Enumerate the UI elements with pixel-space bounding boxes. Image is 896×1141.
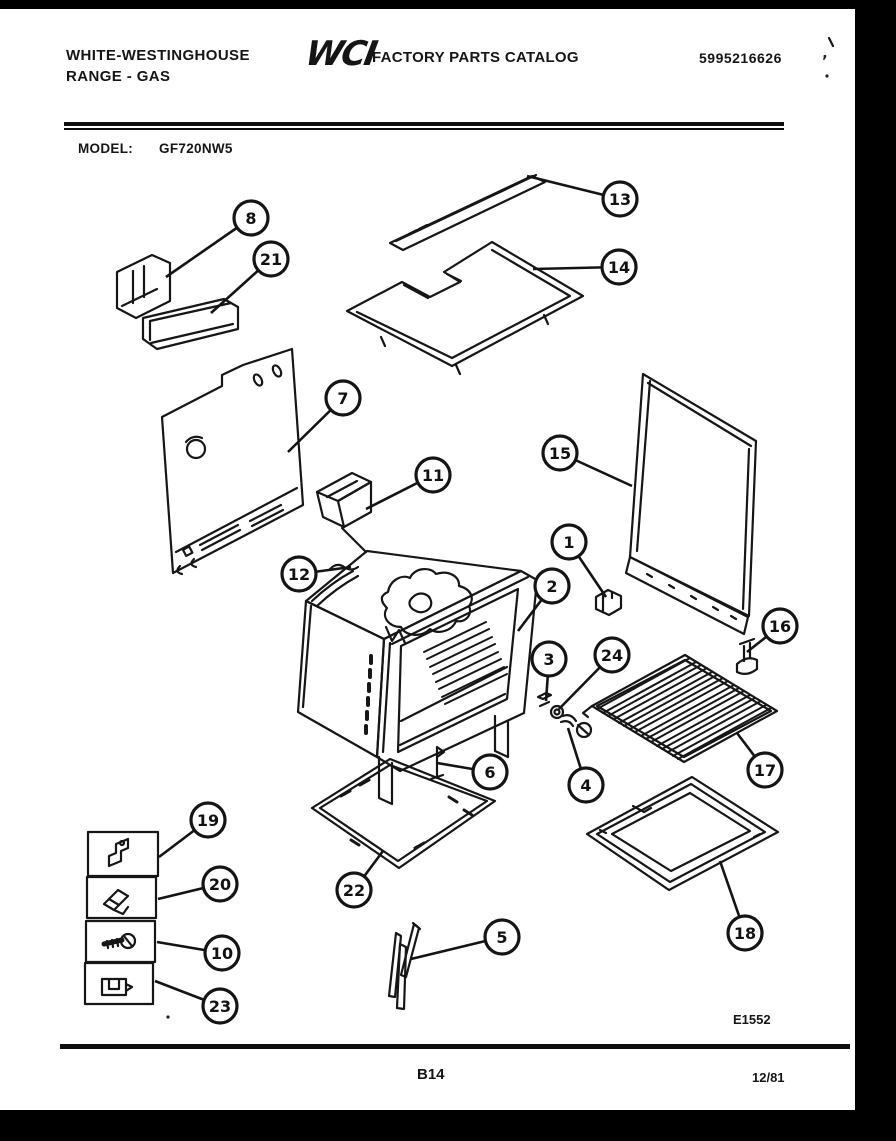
publication-number: 5995216626 <box>699 50 782 66</box>
screw-icon <box>104 934 135 948</box>
callout-4 <box>568 728 603 802</box>
callout-21 <box>211 242 288 313</box>
svg-text:’: ’ <box>822 52 828 70</box>
scan-border-right <box>855 0 896 1141</box>
scan-border-top <box>0 0 896 9</box>
part-leveling-foot <box>737 639 757 674</box>
svg-text:13: 13 <box>608 190 632 209</box>
callout-14 <box>533 250 636 284</box>
part-main-top-panel <box>347 242 583 374</box>
svg-text:14: 14 <box>607 258 631 277</box>
product-line: RANGE - GAS <box>66 68 171 85</box>
part-oven-body <box>298 551 521 757</box>
callout-11 <box>366 458 450 509</box>
callout-18 <box>720 861 762 950</box>
svg-text:4: 4 <box>580 776 592 795</box>
page-number: B14 <box>417 1066 445 1083</box>
catalog-title: FACTORY PARTS CATALOG <box>372 49 579 66</box>
callout-5 <box>411 920 519 959</box>
part-side-panel <box>162 349 303 574</box>
wci-logo: WCI <box>302 34 379 74</box>
clamp-icon <box>102 979 132 995</box>
svg-text:7: 7 <box>337 389 349 408</box>
svg-text:3: 3 <box>543 650 555 669</box>
svg-text:20: 20 <box>208 875 232 894</box>
scan-border-bottom <box>0 1110 896 1141</box>
hardware-box-19 <box>88 832 158 876</box>
svg-text:10: 10 <box>210 944 234 963</box>
svg-text:24: 24 <box>600 646 624 665</box>
svg-text:18: 18 <box>733 924 757 943</box>
callout-19 <box>159 803 225 857</box>
svg-text:19: 19 <box>196 811 220 830</box>
svg-text:1: 1 <box>563 533 575 552</box>
model-label: MODEL: <box>78 141 134 156</box>
callout-22 <box>337 851 383 907</box>
scan-specks <box>166 38 833 1019</box>
svg-text:11: 11 <box>421 466 445 485</box>
svg-text:6: 6 <box>484 763 496 782</box>
svg-text:5: 5 <box>496 928 508 947</box>
part-rear-panel <box>626 374 756 634</box>
svg-text:22: 22 <box>342 881 366 900</box>
svg-text:23: 23 <box>208 997 232 1016</box>
svg-text:16: 16 <box>768 617 792 636</box>
part-switch-box <box>117 255 170 318</box>
part-backguard-rail <box>390 175 545 250</box>
part-vent-duct <box>317 473 371 552</box>
svg-text:8: 8 <box>245 209 257 228</box>
bracket-icon <box>109 839 128 866</box>
callout-layer <box>155 176 797 1023</box>
diagram-code: E1552 <box>733 1012 771 1027</box>
hardware-box-20 <box>87 877 156 918</box>
svg-text:2: 2 <box>546 577 558 596</box>
svg-text:17: 17 <box>753 761 777 780</box>
model-number: GF720NW5 <box>159 141 233 156</box>
brand-name: WHITE-WESTINGHOUSE <box>66 47 250 64</box>
callout-16 <box>747 609 797 652</box>
part-shutoff-clip <box>596 590 621 615</box>
callout-8 <box>166 201 268 277</box>
revision-date: 12/81 <box>752 1070 785 1085</box>
part-drip-pan <box>587 777 778 890</box>
callout-15 <box>543 436 632 486</box>
svg-text:15: 15 <box>548 444 572 463</box>
part-insulation-wrap <box>382 569 472 643</box>
callout-10 <box>157 936 239 970</box>
svg-text:21: 21 <box>259 250 283 269</box>
hardware-item-boxes <box>85 832 158 1004</box>
clip-icon <box>104 890 128 914</box>
svg-text:12: 12 <box>287 565 311 584</box>
callout-6 <box>437 755 507 789</box>
footer-rule <box>60 1044 850 1049</box>
part-anti-tip-bracket <box>389 923 420 1009</box>
part-bottom-panel <box>312 759 495 868</box>
callout-3 <box>532 642 566 701</box>
callout-17 <box>737 733 782 787</box>
callout-20 <box>158 867 237 901</box>
callout-7 <box>288 381 360 452</box>
